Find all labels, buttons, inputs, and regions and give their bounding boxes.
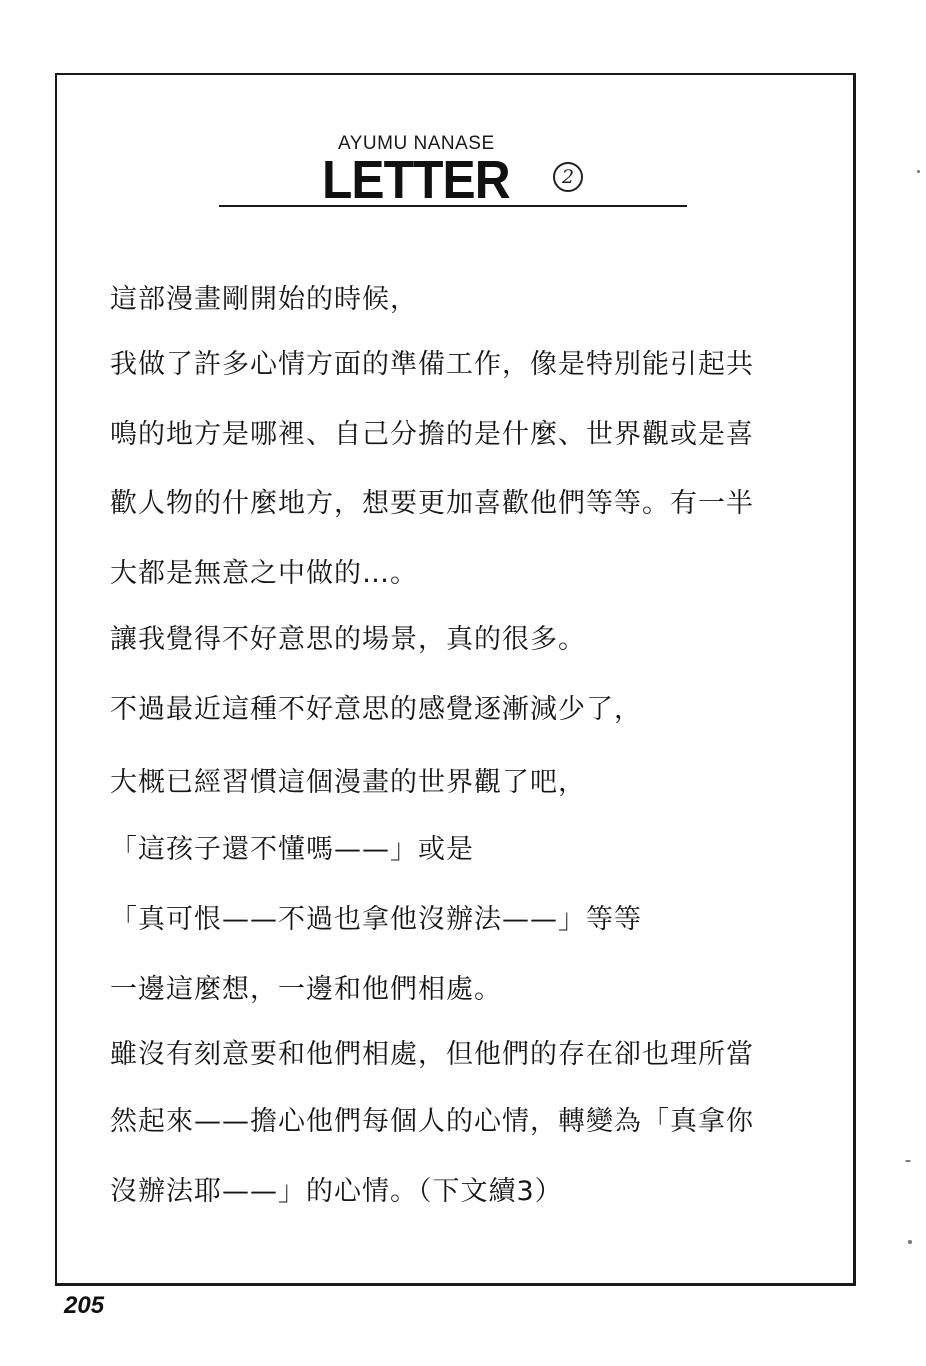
author-name: AYUMU NANASE (338, 133, 495, 154)
letter-line: 我做了許多心情方面的準備工作，像是特別能引起共 (110, 349, 754, 380)
scan-speck (908, 1240, 912, 1244)
letter-line: 歡人物的什麼地方，想要更加喜歡他們等等。有一半 (110, 488, 754, 519)
letter-line: 這部漫畫剛開始的時候， (110, 284, 418, 315)
page-number: 205 (64, 1292, 105, 1319)
letter-line: 「這孩子還不懂嗎——」或是 (110, 834, 474, 865)
letter-line: 雖沒有刻意要和他們相處，但他們的存在卻也理所當 (110, 1039, 754, 1070)
letter-line: 鳴的地方是哪裡、自己分擔的是什麼、世界觀或是喜 (110, 419, 754, 450)
letter-line: 不過最近這種不好意思的感覺逐漸減少了， (110, 694, 642, 725)
scan-speck (905, 1160, 911, 1162)
letter-line: 然起來——擔心他們每個人的心情，轉變為「真拿你 (110, 1106, 754, 1137)
title-underline (219, 205, 687, 207)
letter-line: 大概已經習慣這個漫畫的世界觀了吧， (110, 767, 586, 798)
letter-title: LETTER (322, 150, 510, 210)
letter-number-badge: 2 (553, 162, 583, 192)
letter-line: 讓我覺得不好意思的場景，真的很多。 (110, 624, 586, 655)
letter-line: 沒辦法耶——」的心情。（下文續3） (110, 1176, 563, 1207)
letter-line: 「真可恨——不過也拿他沒辦法——」等等 (110, 904, 642, 935)
letter-line: 大都是無意之中做的…。 (110, 558, 418, 589)
scan-speck (917, 170, 920, 173)
letter-line: 一邊這麼想，一邊和他們相處。 (110, 974, 502, 1005)
